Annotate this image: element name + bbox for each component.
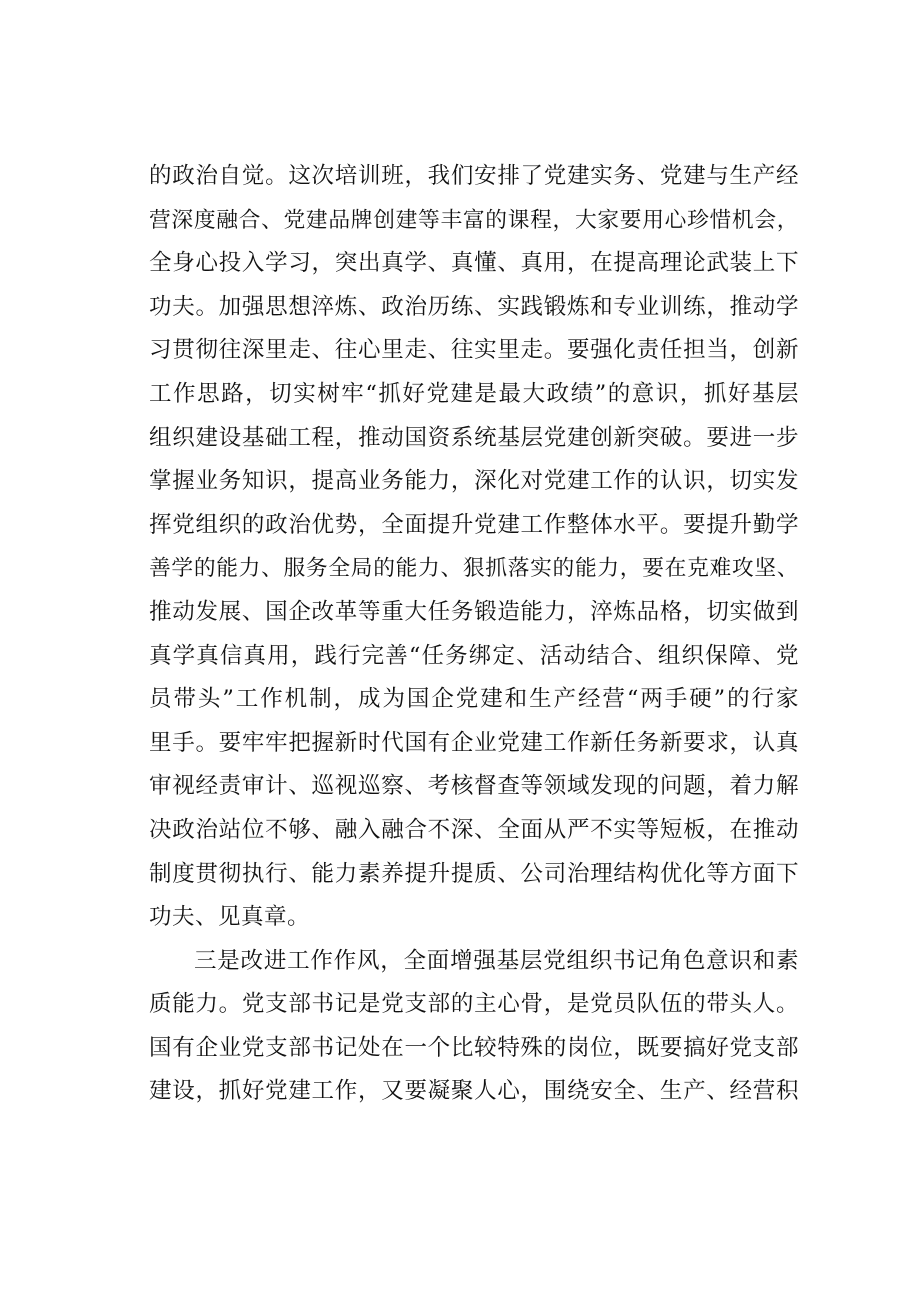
paragraph-1 bbox=[149, 155, 799, 940]
text-line: 组织建设基础工程，推动国资系统基层党建创新突破。要进一步 bbox=[149, 424, 799, 451]
paragraph-2 bbox=[149, 940, 799, 1114]
text-line: 善学的能力、服务全局的能力、狠抓落实的能力，要在克难攻坚、 bbox=[149, 556, 799, 582]
text-line: 里手。要牢牢把握新时代国有企业党建工作新任务新要求，认真 bbox=[149, 729, 799, 756]
text-line: 国有企业党支部书记处在一个比较特殊的岗位，既要搞好党支部 bbox=[149, 1034, 799, 1061]
text-line: 营深度融合、党建品牌创建等丰富的课程，大家要用心珍惜机会， bbox=[149, 207, 799, 233]
text-line: 员带头”工作机制，成为国企党建和生产经营“两手硬”的行家 bbox=[149, 686, 799, 713]
text-line: 的政治自觉。这次培训班，我们安排了党建实务、党建与生产经 bbox=[149, 163, 799, 189]
text-line: 掌握业务知识，提高业务能力，深化对党建工作的认识，切实发 bbox=[149, 468, 799, 495]
text-line: 工作思路，切实树牢“抓好党建是最大政绩”的意识，抓好基层 bbox=[149, 380, 799, 407]
text-line: 挥党组织的政治优势，全面提升党建工作整体水平。要提升勤学 bbox=[149, 511, 799, 538]
text-line: 质能力。党支部书记是党支部的主心骨，是党员队伍的带头人。 bbox=[149, 991, 799, 1018]
text-line: 功夫。加强思想淬炼、政治历练、实践锻炼和专业训练，推动学 bbox=[149, 293, 799, 320]
text-line: 功夫、见真章。 bbox=[149, 904, 311, 931]
text-line: 全身心投入学习，突出真学、真懂、真用，在提高理论武装上下 bbox=[149, 250, 799, 277]
text-line: 审视经责审计、巡视巡察、考核督查等领域发现的问题，着力解 bbox=[149, 773, 799, 800]
text-line: 决政治站位不够、融入融合不深、全面从严不实等短板，在推动 bbox=[149, 816, 799, 843]
body-text bbox=[149, 155, 799, 1114]
text-line: 推动发展、国企改革等重大任务锻造能力，淬炼品格，切实做到 bbox=[149, 598, 799, 625]
text-line: 习贯彻往深里走、往心里走、往实里走。要强化责任担当，创新 bbox=[149, 337, 799, 364]
text-line: 真学真信真用，践行完善“任务绑定、活动结合、组织保障、党 bbox=[149, 642, 799, 669]
text-line: 三是改进工作作风，全面增强基层党组织书记角色意识和素 bbox=[194, 947, 799, 974]
text-line: 制度贯彻执行、能力素养提升提质、公司治理结构优化等方面下 bbox=[149, 860, 799, 887]
text-line: 建设，抓好党建工作，又要凝聚人心，围绕安全、生产、经营积 bbox=[149, 1078, 799, 1105]
